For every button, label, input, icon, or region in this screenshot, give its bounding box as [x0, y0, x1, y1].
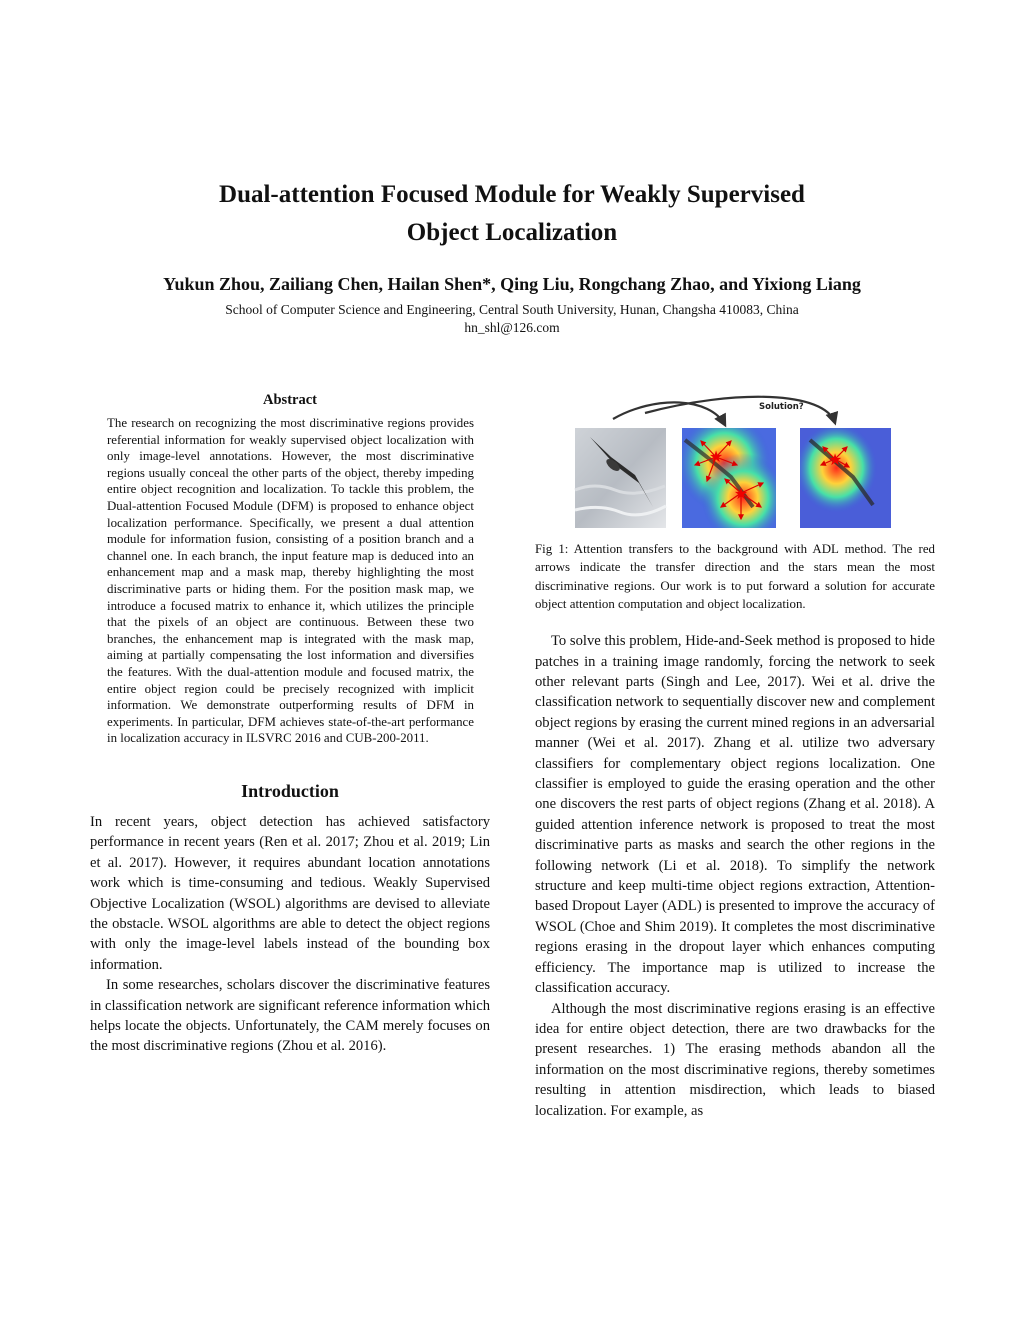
intro-paragraph-1: In recent years, object detection has achieved satisfactory performance in recent years (Ren et al. 2017; Zhou et al. 2019; Lin et al. 2017). However, it requires abundant location annotations work which is time-consuming and tedious. Weakly Supervised Objective Localization (WSOL) algorithms are devised to alleviate the obstacle. WSOL algorithms are able to detect the object regions with only the image-level labels instead of the bounding box information.: [90, 813, 490, 973]
figure-1-illustration: [535, 395, 935, 530]
affiliation-block: [0, 301, 1024, 337]
email: hn_shl@126.com: [464, 320, 560, 335]
star-icon: ★: [827, 452, 843, 469]
intro-paragraph-2: In some researches, scholars discover the discriminative features in classification network are significant reference information which helps locate the objects. Unfortunately, the CAM merely focuses on the most discriminative regions (Zhou et al. 2016).: [90, 977, 490, 1055]
affiliation: School of Computer Science and Engineering, Central South University, Hunan, Changsha 410083, China: [225, 302, 799, 317]
star-icon: ★: [708, 449, 724, 466]
figure-1-caption: Fig 1: Attention transfers to the background with ADL method. The red arrows indicate the transfer direction and the stars mean the most discriminative regions. Our work is to put forward a solution for accurate object attention computation and object localization.: [535, 542, 935, 611]
panel-adl-heatmap: [682, 428, 776, 528]
title-line-2: Object Localization: [406, 219, 618, 246]
introduction-heading: Introduction: [241, 780, 339, 801]
paper-title: [0, 176, 1024, 252]
panel-original-image: [575, 428, 666, 528]
title-line-1: Dual-attention Focused Module for Weakly Supervised: [219, 181, 805, 208]
right-paragraph-2: Although the most discriminative regions erasing is an effective idea for entire object detection, there are two drawbacks for the present researches. 1) The erasing methods abandon all the information on the most discriminative regions, thereby sometimes resulting in attention misdirection, which leads to biased localization. For example, as: [535, 1000, 935, 1119]
transfer-arrow-2: [645, 397, 835, 423]
right-paragraph-1: To solve this problem, Hide-and-Seek method is proposed to hide patches in a training image randomly, forcing the network to seek other relevant parts (Singh and Lee, 2017). Wei et al. drive the classification network to sequentially discover new and complement object regions by erasing the current mined regions in an adversarial manner (Wei et al. 2017). Zhang et al. utilize two adversary classifiers for complementary object regions localization. One classifier is employed to guide the erasing operation and the other one discovers the rest parts of object regions (Zhang et al. 2018). A guided attention inference network is proposed to treat the most discriminative parts as masks and search the other regions in the following network (Li et al. 2018). To simplify the network structure and keep multi-time object regions extraction, Attention-based Dropout Layer (ADL) is presented to improve the accuracy of WSOL (Choe and Shim 2019). It completes the most discriminative regions erasing in the dropout layer which enhances computing efficiency. The importance map is utilized to increase the classification accuracy.: [535, 633, 935, 997]
right-column-text: [535, 631, 935, 1121]
left-column: [90, 392, 490, 1057]
abstract-heading: Abstract: [263, 392, 317, 408]
abstract-text: The research on recognizing the most discriminative regions provides referential information for weakly supervised object localization with only image-level annotations. However, the most discriminative regions usually conceal the other parts of the object, thereby impeding entire object recognition and localization. To tackle this problem, the Dual-attention Focused Module (DFM) is proposed to enhance object localization performance. Specifically, we present a dual attention module for information fusion, consisting of a position branch and a channel one. In each branch, the input feature map is deduced into an enhancement map and a mask map, thereby highlighting the most discriminative parts or hiding them. For the position mask map, we introduce a focused matrix to enhance it, which utilizes the principle that the pixels of an object are continuous. Between these two branches, the enhancement map is integrated with the mask map, aiming at partially compensating the lost information and diversifies the features. With the dual-attention module and focused matrix, the entire object region could be precisely recognized with implicit information. We demonstrate outperforming results of DFM in experiments. In particular, DFM achieves state-of-the-art performance in localization accuracy in ILSVRC 2016 and CUB-200-2011.: [107, 416, 474, 746]
transfer-arrow-1: [613, 402, 725, 425]
right-column: [535, 395, 935, 1121]
author-list: Yukun Zhou, Zailiang Chen, Hailan Shen*, Qing Liu, Rongchang Zhao, and Yixiong Liang: [163, 274, 861, 294]
figure-1: [535, 395, 935, 530]
star-icon: ★: [733, 486, 749, 503]
solution-label: Solution?: [759, 402, 804, 412]
panel-solution-heatmap: [800, 428, 891, 528]
